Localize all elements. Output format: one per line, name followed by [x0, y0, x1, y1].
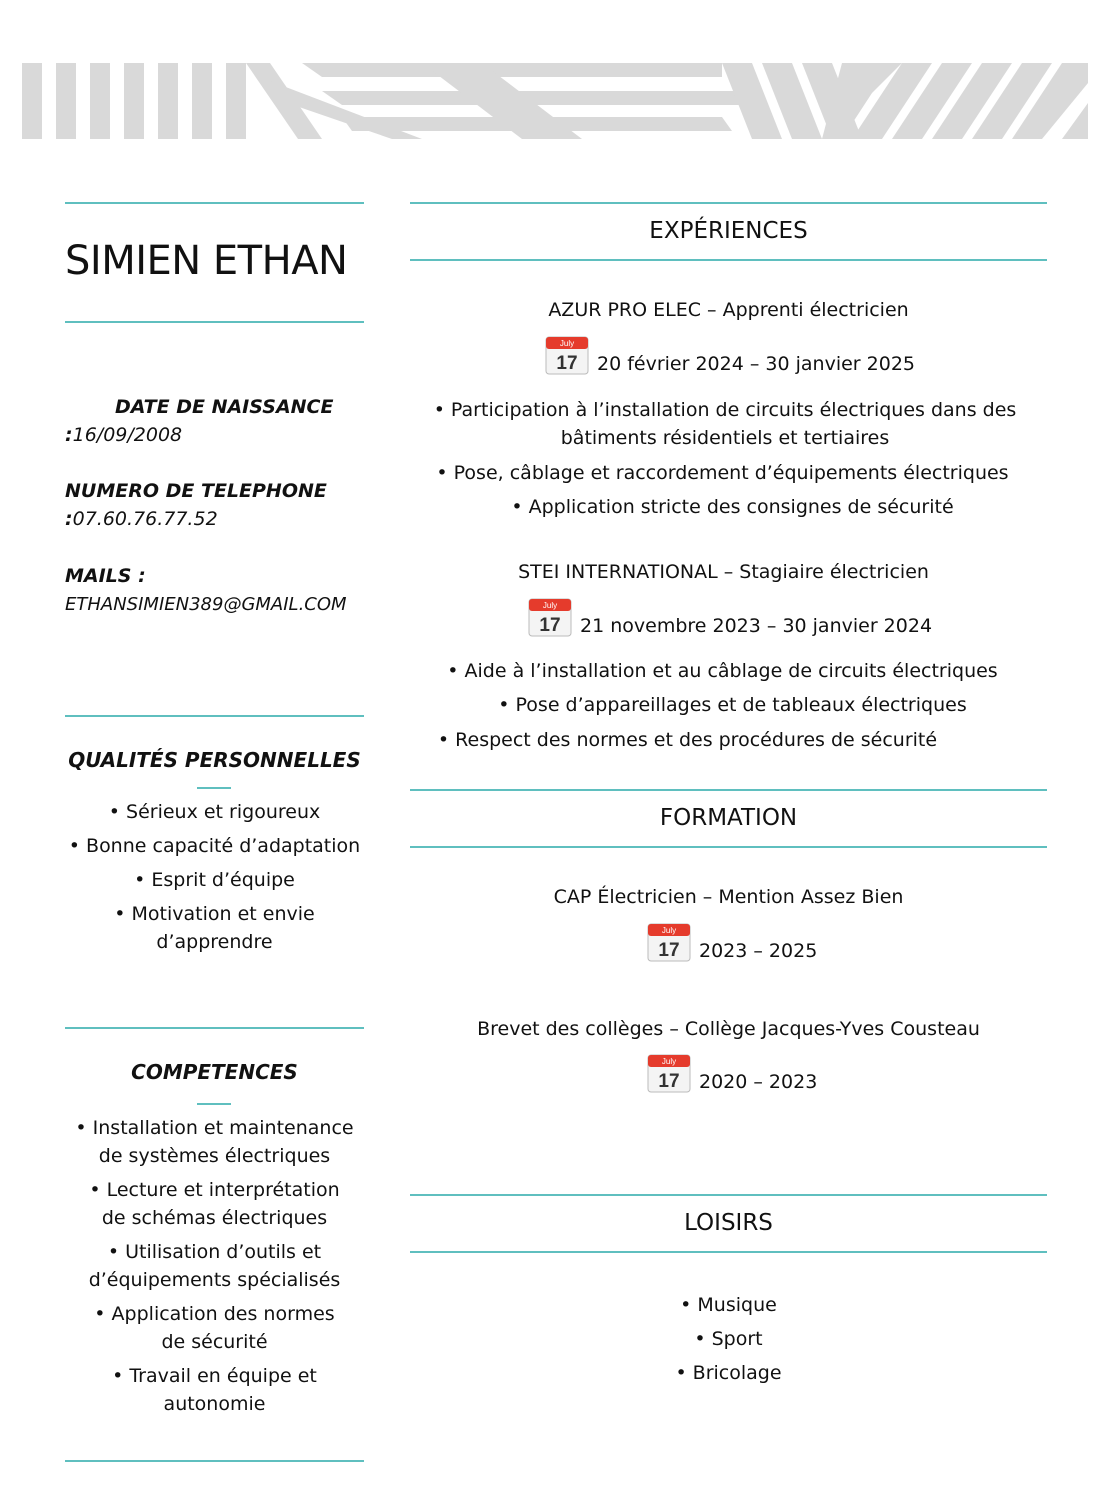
- svg-text:17: 17: [556, 353, 578, 374]
- list-item: • Lecture et interprétation de schémas électriques: [89, 1179, 340, 1229]
- formation-top-divider: [410, 789, 1047, 791]
- name-top-divider: [65, 202, 364, 204]
- job-1-date-range: 20 février 2024 – 30 janvier 2025: [597, 353, 915, 375]
- job-2-date-range: 21 novembre 2023 – 30 janvier 2024: [580, 615, 933, 637]
- svg-text:17: 17: [658, 1071, 680, 1092]
- svg-text:17: 17: [539, 615, 561, 636]
- calendar-icon: [528, 595, 572, 637]
- formation-bottom-divider: [410, 846, 1047, 848]
- hobby-item: • Musique: [680, 1294, 777, 1316]
- formation-heading: FORMATION: [659, 805, 798, 831]
- job-1-bullet: • Participation à l’installation de circuits électriques dans des bâtiments résidentiels et tertiaires: [433, 399, 1017, 449]
- job-2-bullet: • Pose d’appareillages et de tableaux électriques: [498, 694, 967, 716]
- job-1-dates: [545, 333, 915, 375]
- list-item: • Installation et maintenance de systèmes électriques: [75, 1117, 354, 1167]
- email-label: MAILS :: [65, 565, 146, 587]
- svg-text:July: July: [542, 601, 558, 610]
- skills-underline: [197, 1103, 231, 1105]
- skills-heading: COMPETENCES: [131, 1060, 298, 1084]
- education-2-date-range: 2020 – 2023: [699, 1071, 818, 1093]
- qualities-underline: [197, 787, 231, 789]
- loisirs-bottom-divider: [410, 1251, 1047, 1253]
- birth-date-label: DATE DE NAISSANCE :: [65, 396, 334, 446]
- education-1-date-range: 2023 – 2025: [699, 940, 818, 962]
- qualities-heading: QUALITÉS PERSONNELLES: [68, 748, 361, 772]
- phone-block: [65, 477, 365, 533]
- loisirs-heading: LOISIRS: [684, 1210, 773, 1236]
- experiences-heading: EXPÉRIENCES: [649, 218, 808, 244]
- calendar-icon: [647, 920, 691, 962]
- job-2-dates: [528, 595, 932, 637]
- qualities-list: [65, 798, 364, 962]
- experiences-bottom-divider: [410, 259, 1047, 261]
- job-1-bullet: • Application stricte des consignes de sécurité: [511, 496, 954, 518]
- education-2-title: Brevet des collèges – Collège Jacques-Yves Cousteau: [477, 1018, 980, 1040]
- education-1-title: CAP Électricien – Mention Assez Bien: [553, 886, 904, 908]
- phone-value: 07.60.76.77.52: [72, 508, 218, 530]
- svg-text:17: 17: [658, 940, 680, 961]
- job-1-title: AZUR PRO ELEC – Apprenti électricien: [548, 299, 909, 321]
- svg-text:July: July: [559, 339, 575, 348]
- loisirs-top-divider: [410, 1194, 1047, 1196]
- job-2-bullet: • Aide à l’installation et au câblage de circuits électriques: [447, 660, 998, 682]
- hobby-item: • Sport: [694, 1328, 763, 1350]
- skills-list: [65, 1114, 364, 1424]
- list-item: • Sérieux et rigoureux: [108, 801, 321, 823]
- name-bottom-divider: [65, 321, 364, 323]
- skills-divider: [65, 1027, 364, 1029]
- list-item: • Bonne capacité d’adaptation: [68, 835, 361, 857]
- calendar-icon: [545, 333, 589, 375]
- list-item: • Esprit d’équipe: [134, 869, 295, 891]
- birth-date-value: 16/09/2008: [72, 424, 183, 446]
- email-block: [65, 562, 375, 619]
- hobby-item: • Bricolage: [675, 1362, 782, 1384]
- experiences-top-divider: [410, 202, 1047, 204]
- list-item: • Motivation et envie d’apprendre: [114, 903, 315, 953]
- left-bottom-divider: [65, 1460, 364, 1462]
- svg-text:July: July: [661, 1057, 677, 1066]
- header-banner-graphic: [22, 63, 1088, 139]
- email-value: ETHANSIMIEN389@GMAIL.COM: [65, 594, 347, 615]
- job-2-title: STEI INTERNATIONAL – Stagiaire électricien: [518, 561, 929, 583]
- svg-text:July: July: [661, 926, 677, 935]
- education-2-dates: [647, 1051, 817, 1093]
- education-1-dates: [647, 920, 817, 962]
- list-item: • Travail en équipe et autonomie: [112, 1365, 317, 1415]
- phone-label: NUMERO DE TELEPHONE :: [65, 480, 327, 530]
- qualities-divider: [65, 715, 364, 717]
- birth-date-block: [65, 393, 365, 449]
- job-2-bullet: • Respect des normes et des procédures de sécurité: [437, 729, 938, 751]
- candidate-name: SIMIEN ETHAN: [65, 238, 348, 284]
- calendar-icon: [647, 1051, 691, 1093]
- job-1-bullet: • Pose, câblage et raccordement d’équipements électriques: [436, 462, 1009, 484]
- list-item: • Utilisation d’outils et d’équipements spécialisés: [88, 1241, 341, 1291]
- list-item: • Application des normes de sécurité: [94, 1303, 335, 1353]
